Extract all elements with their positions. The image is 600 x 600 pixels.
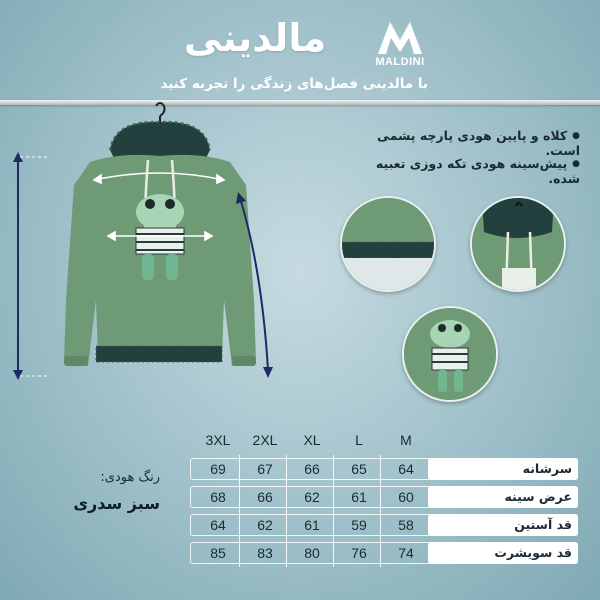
table-cell: 76 — [351, 545, 367, 561]
table-cell: 68 — [210, 489, 226, 505]
table-cell: 64 — [210, 517, 226, 533]
hem-detail-image — [340, 196, 436, 292]
size-header-l: L — [355, 432, 363, 448]
brand-name-persian: مالدینی — [183, 16, 327, 60]
table-cell: 62 — [257, 517, 273, 533]
table-cell: 83 — [257, 545, 273, 561]
table-cell: 60 — [398, 489, 414, 505]
size-header-3xl: 3XL — [205, 432, 231, 448]
patch-detail-image — [402, 306, 498, 402]
table-cell: 74 — [398, 545, 414, 561]
table-cell: 80 — [304, 545, 320, 561]
table-cell: 64 — [398, 461, 414, 477]
color-caption: رنگ هودی: — [100, 470, 160, 485]
row-label-length: قد سویشرت — [428, 542, 578, 564]
row-label-sleeve: قد آستین — [428, 514, 578, 536]
table-cell: 61 — [351, 489, 367, 505]
brand-name-latin: MALDINI — [375, 56, 425, 68]
tagline: با مالدینی فصل‌های زندگی را تجربه کنید — [160, 76, 428, 92]
size-header-xl: XL — [303, 432, 321, 448]
hanger-icon — [156, 103, 165, 122]
table-cell: 66 — [257, 489, 273, 505]
row-label-chest: عرض سینه — [428, 486, 578, 508]
table-cell: 65 — [351, 461, 367, 477]
table-cell: 62 — [304, 489, 320, 505]
feature-patch: ● پیش‌سینه هودی تکه دوزی تعبیه شده. — [340, 156, 580, 186]
length-measure-arrow-icon — [8, 150, 48, 382]
sleeve-measure-arrow-icon — [228, 190, 278, 380]
size-header-2xl: 2XL — [252, 432, 278, 448]
feature-fabric: ● کلاه و پایین هودی پارچه پشمی است. — [340, 128, 580, 158]
size-header-m: M — [400, 432, 412, 448]
table-cell: 69 — [210, 461, 226, 477]
table-cell: 59 — [351, 517, 367, 533]
table-cell: 85 — [210, 545, 226, 561]
hood-detail-image — [470, 196, 566, 292]
table-cell: 67 — [257, 461, 273, 477]
row-label-shoulder: سرشانه — [428, 458, 578, 480]
table-cell: 61 — [304, 517, 320, 533]
maldini-logo-icon — [372, 16, 428, 56]
color-value: سبز سدری — [73, 494, 160, 513]
table-cell: 58 — [398, 517, 414, 533]
table-cell: 66 — [304, 461, 320, 477]
